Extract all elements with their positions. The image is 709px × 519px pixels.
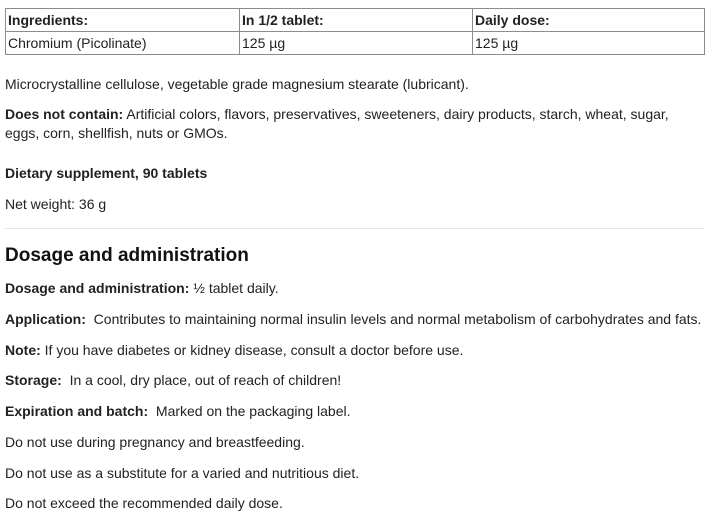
application-label: Application: [5,311,86,327]
dietary-supplement: Dietary supplement, 90 tablets [5,165,208,181]
application-text: Contributes to maintaining normal insulin levels and normal metabolism of carbohydrates and fats. [85,311,702,327]
dosage-line [5,279,279,298]
does-not-contain-label: Does not contain: [5,106,124,122]
ingredients-table [5,8,705,55]
expiration-label: Expiration and batch: [5,403,149,419]
table-row [6,32,705,55]
does-not-contain-text: Artificial colors, flavors, preservatives, sweeteners, dairy products, starch, wheat, sugar, eggs, corn, shellfish, nuts or GMOs. [5,106,669,141]
dosage-label: Dosage and administration: [5,280,190,296]
note-text: If you have diabetes or kidney disease, consult a doctor before use. [40,342,464,358]
application-line [5,310,701,329]
section-divider [5,228,704,229]
cell-ingredient: Chromium (Picolinate) [6,32,240,55]
section-title: Dosage and administration [5,245,249,266]
cell-half-tablet-amount: 125 µg [240,32,473,55]
warning-pregnancy: Do not use during pregnancy and breastfeeding. [5,434,305,450]
storage-line [5,371,341,390]
warning-dose: Do not exceed the recommended daily dose. [5,495,283,511]
other-ingredients: Microcrystalline cellulose, vegetable grade magnesium stearate (lubricant). [5,76,469,92]
note-label: Note: [5,342,41,358]
storage-label: Storage: [5,372,62,388]
dosage-text: ½ tablet daily. [189,280,279,296]
header-daily-dose: Daily dose: [473,9,705,32]
storage-text: In a cool, dry place, out of reach of children! [61,372,342,388]
header-half-tablet: In 1/2 tablet: [240,9,473,32]
warning-diet-substitute: Do not use as a substitute for a varied and nutritious diet. [5,465,360,481]
expiration-line [5,402,350,421]
does-not-contain [5,105,704,143]
expiration-text: Marked on the packaging label. [148,403,351,419]
header-ingredients: Ingredients: [6,9,240,32]
table-header-row [6,9,705,32]
net-weight: Net weight: 36 g [5,196,107,212]
product-info-page [5,8,704,511]
cell-daily-dose-amount: 125 µg [473,32,705,55]
note-line [5,341,463,360]
